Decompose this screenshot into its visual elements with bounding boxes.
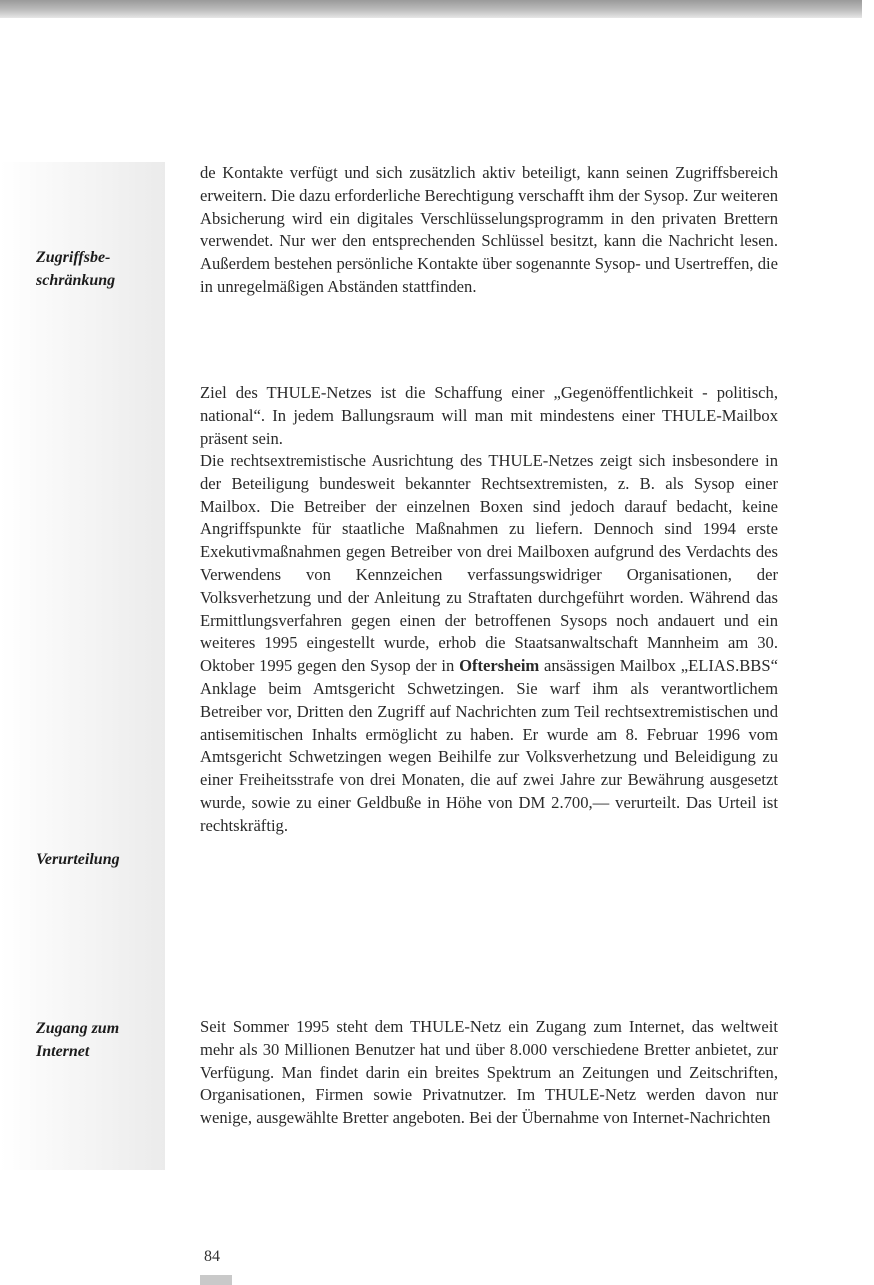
footer-mark: [200, 1275, 232, 1285]
paragraph-rechtsextremistische-ausrichtung: [200, 450, 778, 838]
paragraph-ziel-thule: Ziel des THULE-Netzes ist die Schaffung einer „Gegenöffentlichkeit - politisch, national“. In jedem Ballungsraum will man mit mindestens einer THULE-Mailbox präsent sein.: [200, 383, 778, 448]
margin-note-zugang-internet: Zugang zum Internet: [36, 1020, 120, 1060]
margin-note-verurteilung: Verurteilung: [36, 851, 120, 868]
page-number: 84: [204, 1248, 220, 1265]
paragraph-text-part: ansässigen Mailbox „ELIAS.BBS“ Anklage beim Amtsgericht Schwetzingen. Sie warf ihm als verantwortlichem Betreiber vor, Dritten den Zugriff auf Nachrichten zum Teil rechtsextremistischen und antisemitischen Inhalts ermöglicht zu haben. Er wurde am 8. Februar 1996 vom Amtsgericht Schwetzingen wegen Beihilfe zur Volksverhetzung und Beleidigung zu einer Freiheitsstrafe von drei Monaten, die auf zwei Jahre zur Bewährung ausgesetzt wurde, sowie zu einer Geldbuße in Höhe von DM 2.700,— verurteilt. Das Urteil ist rechtskräftig.: [200, 656, 778, 835]
paragraph-text-part: Die rechtsextremistische Ausrichtung des THULE-Netzes zeigt sich insbesondere in der Beteiligung bundesweit bekannter Rechtsextremisten, z. B. als Sysop einer Mailbox. Die Betreiber der einzelnen Boxen sind jedoch darauf bedacht, keine Angriffspunkte für staatliche Maßnahmen zu liefern. Dennoch sind 1994 erste Exekutivmaßnahmen gegen Betreiber von drei Mailboxen aufgrund des Verdachts des Verwendens von Kennzeichen verfassungswidriger Organisationen, der Volksverhetzung und der Anleitung zu Straftaten durchgeführt worden. Während das Ermittlungsverfahren gegen einen der betroffenen Sysops noch andauert und ein weiteres 1995 eingestellt wurde, erhob die Staatsanwaltschaft Mannheim am 30. Oktober 1995 gegen den Sysop der in: [200, 451, 778, 676]
paragraph-internet-zugang: Seit Sommer 1995 steht dem THULE-Netz ein Zugang zum Internet, das weltweit mehr als 30 Millionen Benutzer hat und über 8.000 verschiedene Bretter anbietet, zur Verfügung. Man findet darin ein breites Spektrum an Zeitungen und Zeitschriften, Organisationen, Firmen sowie Privatnutzer. Im THULE-Netz werden davon nur wenige, ausgewählte Bretter angeboten. Bei der Übernahme von Internet-Nachrichten: [200, 1017, 778, 1128]
paragraph-zugriffsbereich: de Kontakte verfügt und sich zusätzlich aktiv beteiligt, kann seinen Zugriffsbereich erweitern. Die dazu erforderliche Berechtigung verschafft ihm der Sysop. Zur weiteren Absicherung wird ein digitales Verschlüsselungsprogramm in den privaten Brettern verwendet. Nur wer den entsprechenden Schlüssel besitzt, kann die Nachricht lesen. Außerdem bestehen persönliche Kontakte über sogenannte Sysop- und Usertreffen, die in unregelmäßigen Abständen stattfinden.: [200, 163, 778, 296]
top-scan-bar: [0, 0, 862, 18]
bold-place-oftersheim: Oftersheim: [459, 656, 540, 676]
margin-note-zugriffsbeschraenkung: Zugriffsbe- schränkung: [36, 249, 116, 289]
